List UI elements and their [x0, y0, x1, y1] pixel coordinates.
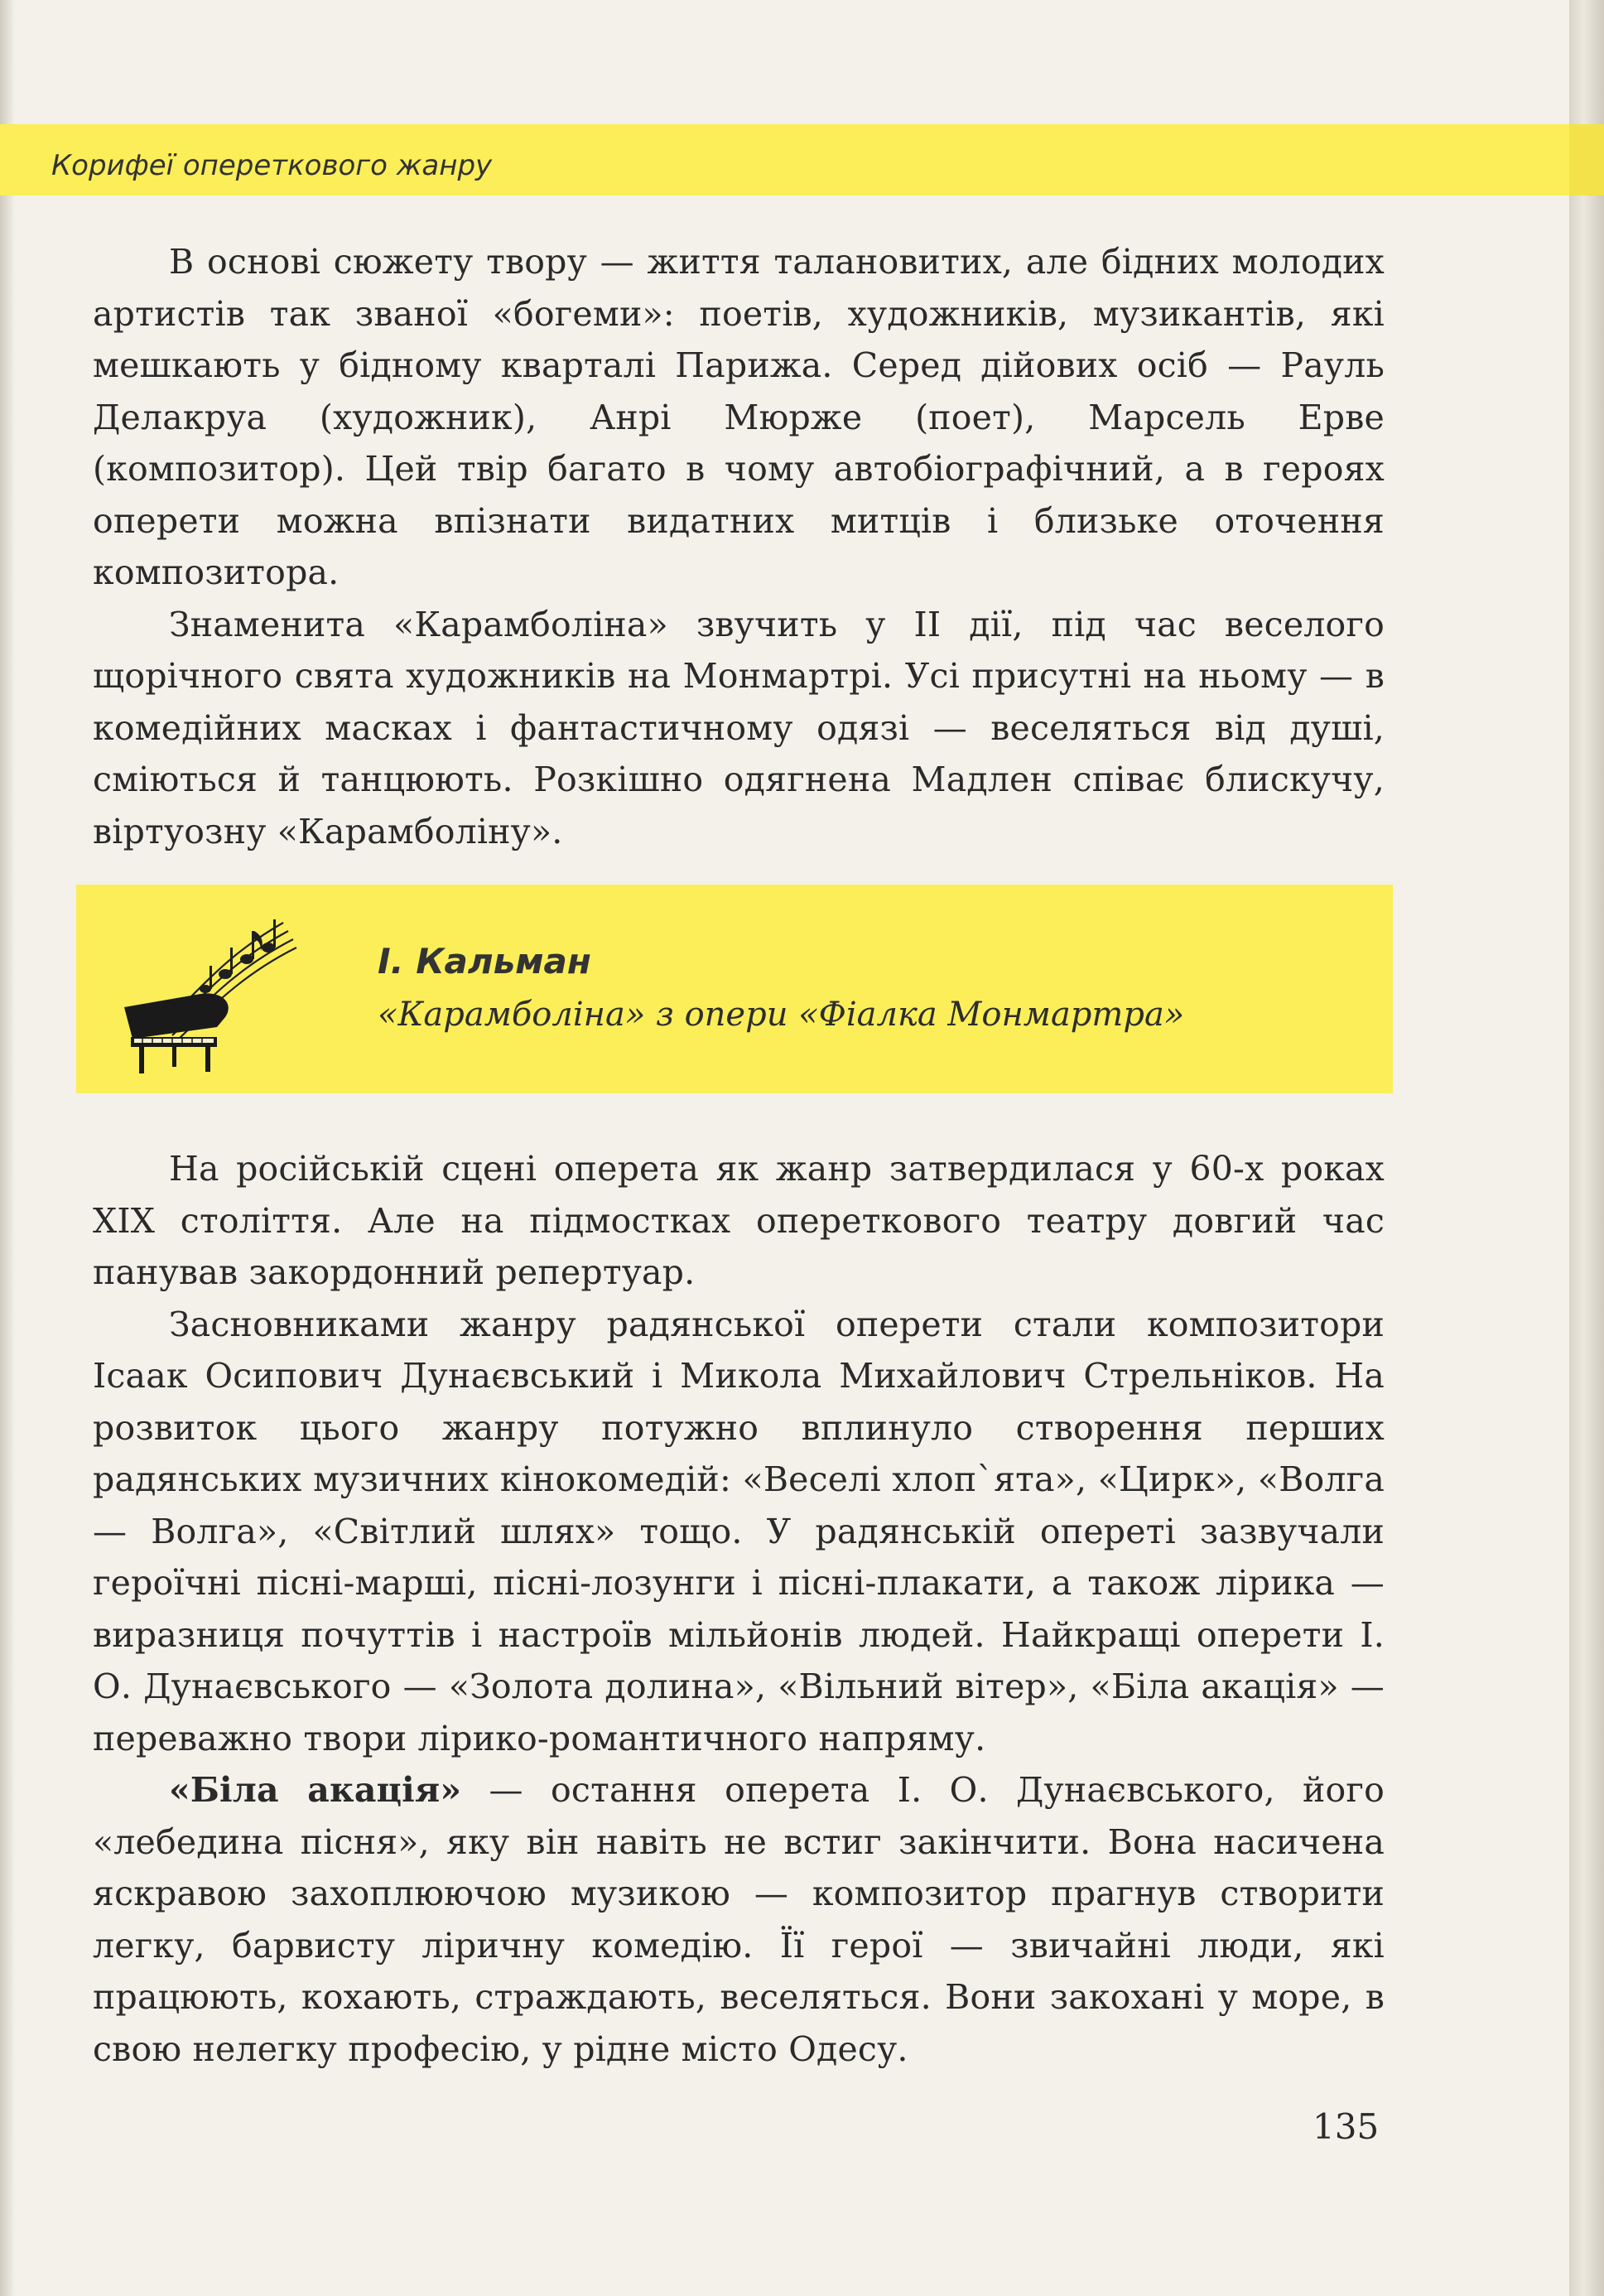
piano-with-notes-icon	[101, 898, 300, 1082]
page-edge	[1569, 0, 1604, 2296]
callout-composer: І. Кальман	[378, 941, 591, 982]
paragraph	[93, 1764, 1385, 2075]
header-band-edge	[1569, 124, 1604, 195]
paragraph-text: — остання оперета І. О. Дунаєвського, його «лебедина пісня», яку він навіть не встиг закінчити. Вона насичена яскравою захоплюючою музикою — композитор прагнув створити легку, барвисту ліричну комедію. Її герої — звичайні люди, які працюють, кохають, страждають, веселяться. Вони закохані у море, в свою нелегку професію, у рідне місто Одесу.	[93, 1770, 1385, 2069]
paragraph: Засновниками жанру радянської оперети стали композитори Ісаак Осипович Дунаєвський і Микола Михайлович Стрельніков. На розвиток цього жанру потужно вплинуло створення перших радянських музичних кінокомедій: «Веселі хлоп`ята», «Цирк», «Волга — Волга», «Світлий шлях» тощо. У радянській опереті зазвучали героїчні пісні-марші, пісні-лозунги і пісні-плакати, а також лірика — виразниця почуттів і настроїв мільйонів людей. Найкращі оперети І. О. Дунаєвського — «Золота долина», «Вільний вітер», «Біла акація» — переважно твори лірико-романтичного напряму.	[93, 1304, 1385, 1758]
paragraph: В основі сюжету твору — життя талановитих, але бідних молодих артистів так званої «богеми»: поетів, художників, музикантів, які мешкають у бідному кварталі Парижа. Серед дійових осіб — Рауль Делакруа (художник), Анрі Мюрже (поет), Марсель Ерве (композитор). Цей твір багато в чому автобіографічний, а в героях оперети можна впізнати видатних митців і близьке оточення композитора.	[93, 242, 1385, 592]
callout-work-title: «Карамболіна» з опери «Фіалка Монмартра»	[378, 996, 1185, 1034]
paragraph: Знаменита «Карамболіна» звучить у II дії, під час веселого щорічного свята художників на Монмартрі. Усі присутні на ньому — в комедійних масках і фантастичному одязі — веселяться від душі, сміються й танцюють. Розкішно одягнена Мадлен співає блискучу, віртуозну «Карамболіну».	[93, 604, 1385, 851]
page-number: 135	[1313, 2106, 1380, 2147]
paragraph: На російській сцені оперета як жанр затвердилася у 60-х роках XIX століття. Але на підмостках опереткового театру довгий час панував закордонний репертуар.	[93, 1149, 1385, 1292]
running-header-title: Корифеї опереткового жанру	[51, 149, 493, 182]
text-section-1	[93, 236, 1385, 857]
listening-callout	[76, 885, 1393, 1093]
text-section-2	[93, 1143, 1385, 2075]
bold-term: «Біла акація»	[169, 1770, 462, 1810]
page-gutter-shadow	[0, 0, 15, 2296]
